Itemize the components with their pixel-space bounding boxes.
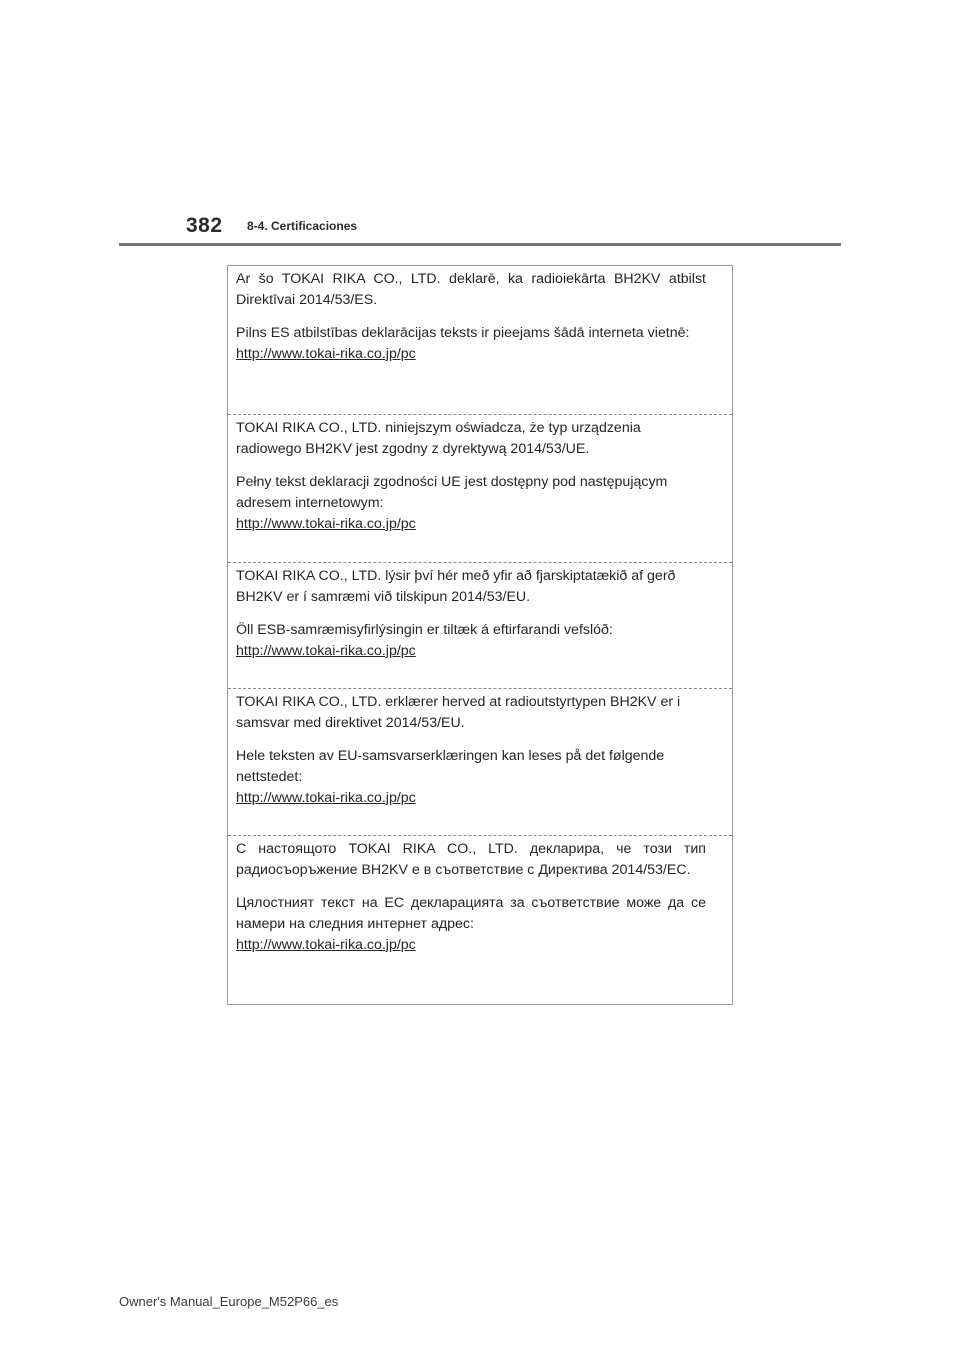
declaration-availability: Öll ESB-samræmisyfirlýsingin er tiltæk á eftirfarandi vefslóð: (236, 622, 613, 638)
declaration-link[interactable]: http://www.tokai-rika.co.jp/pc (236, 346, 416, 362)
declaration-icelandic (228, 563, 732, 689)
declaration-statement: TOKAI RIKA CO., LTD. lýsir því hér með yfir að fjarskiptatækið af gerð BH2KV er í samræmi við tilskipun 2014/53/EU. (236, 568, 676, 605)
declaration-statement: Ar šo TOKAI RIKA CO., LTD. deklarē, ka radioiekārta BH2KV atbilst Direktīvai 2014/53/ES. (236, 271, 706, 308)
declaration-availability: Pełny tekst deklaracji zgodności UE jest dostępny pod następującym adresem internetowym: (236, 474, 668, 511)
declaration-statement: TOKAI RIKA CO., LTD. erklærer herved at radioutstyrtypen BH2KV er i samsvar med direktivet 2014/53/EU. (236, 694, 681, 731)
section-title: 8-4. Certificaciones (247, 219, 358, 233)
declarations-box (227, 265, 733, 1005)
footer-manual-id: Owner's Manual_Europe_M52P66_es (119, 1294, 339, 1309)
declaration-link[interactable]: http://www.tokai-rika.co.jp/pc (236, 516, 416, 532)
declaration-availability: Pilns ES atbilstības deklarācijas teksts ir pieejams šādā interneta vietnē: (236, 325, 690, 341)
header-rule (119, 243, 841, 246)
declaration-polish (228, 415, 732, 563)
declaration-link[interactable]: http://www.tokai-rika.co.jp/pc (236, 643, 416, 659)
declaration-latvian (228, 266, 732, 415)
page-number: 382 (186, 214, 223, 237)
declaration-link[interactable]: http://www.tokai-rika.co.jp/pc (236, 790, 416, 806)
declaration-bulgarian (228, 836, 732, 1004)
declaration-norwegian (228, 689, 732, 836)
declaration-availability: Hele teksten av EU-samsvarserklæringen kan leses på det følgende nettstedet: (236, 748, 665, 785)
declaration-availability: Цялостният текст на ЕС декларацията за съответствие може да се намери на следния интернет адрес: (236, 895, 706, 932)
declaration-statement: С настоящото TOKAI RIKA CO., LTD. декларира, че този тип радиосъоръжение BH2KV е в съответствие с Директива 2014/53/ЕС. (236, 841, 706, 878)
declaration-statement: TOKAI RIKA CO., LTD. niniejszym oświadcza, że typ urządzenia radiowego BH2KV jest zgodny z dyrektywą 2014/53/UE. (236, 420, 641, 457)
declaration-link[interactable]: http://www.tokai-rika.co.jp/pc (236, 937, 416, 953)
